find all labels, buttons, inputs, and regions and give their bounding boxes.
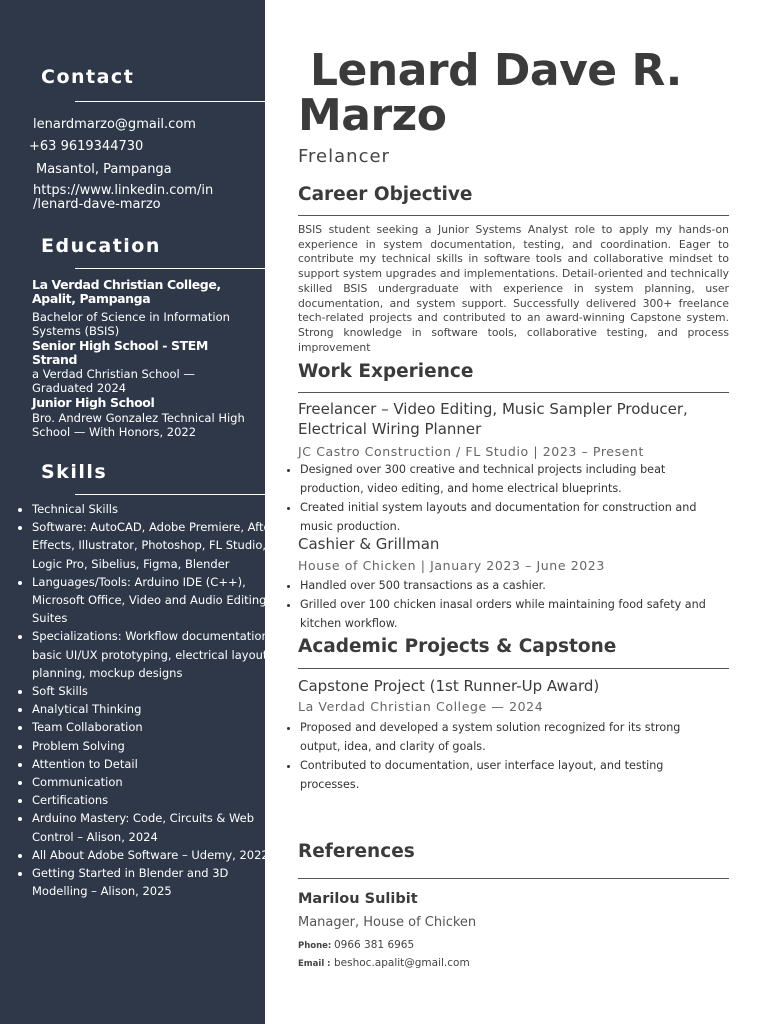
skill-item: • Certifications [32, 791, 277, 809]
objective-text: BSIS student seeking a Junior Systems Analyst role to apply my hands-on experience in system documentation, testing, and coordination. Eager to contribute my technical skills in software tools and collaborative mindset to support system upgrades and implementations. Detail-oriented and technically skilled BSIS undergraduate with experience in system planning, user documentation, and system support. Successfully delivered 300+ freelance tech-related projects and contributed to an award-winning Capstone system. Strong knowledge in software tools, collaborative testing, and process improvement [298, 223, 729, 354]
role-subtitle: Frelancer [298, 146, 390, 167]
job2-bullets [283, 576, 720, 633]
edu-shs-line1: Senior High School - STEM [32, 338, 208, 353]
contact-linkedin-line1[interactable]: https://www.linkedin.com/in [33, 183, 214, 198]
job2-bullet: • Grilled over 100 chicken inasal orders while maintaining food safety and kitchen workflow. [300, 595, 720, 633]
job2-bullet: • Handled over 500 transactions as a cashier. [300, 576, 720, 595]
name-line2: Marzo [298, 90, 447, 141]
skills-heading: Skills [41, 461, 108, 483]
skill-item: • Team Collaboration [32, 718, 277, 736]
edu-college-line2: Apalit, Pampanga [32, 291, 151, 306]
job1-meta: JC Castro Construction / FL Studio | 2023 – Present [298, 444, 645, 459]
edu-jhs-detail: Bro. Andrew Gonzalez Technical High School — With Honors, 2022 [32, 411, 245, 439]
reference-phone: 0966 381 6965 [334, 939, 415, 951]
objective-heading: Career Objective [298, 184, 473, 205]
reference-phone-row [298, 939, 414, 951]
contact-email[interactable]: lenardmarzo@gmail.com [33, 117, 196, 132]
reference-position: Manager, House of Chicken [298, 915, 477, 930]
job2-title: Cashier & Grillman [298, 535, 440, 553]
skill-item: • Communication [32, 773, 277, 791]
main-content [265, 0, 768, 1024]
edu-jhs: Junior High School [32, 395, 155, 410]
name-line1: Lenard Dave R. [310, 45, 682, 96]
project-title: Capstone Project (1st Runner-Up Award) [298, 677, 600, 695]
sidebar [0, 0, 276, 1024]
edu-degree: Bachelor of Science in Information Systems (BSIS) [32, 310, 230, 338]
edu-shs-line2: Strand [32, 352, 78, 367]
skill-item: • All About Adobe Software – Udemy, 2022 [32, 846, 277, 864]
references-heading: References [298, 841, 415, 862]
skill-item: • Specializations: Workflow documentation, basic UI/UX prototyping, electrical layout planning, mockup designs [32, 627, 277, 682]
work-heading: Work Experience [298, 361, 474, 382]
references-divider [298, 878, 729, 879]
page-title [298, 45, 682, 141]
reference-email-row [298, 957, 470, 969]
skill-item: • Soft Skills [32, 682, 277, 700]
skills-list [14, 500, 277, 900]
skill-item: • Problem Solving [32, 737, 277, 755]
skill-item: • Attention to Detail [32, 755, 277, 773]
projects-divider [298, 668, 729, 669]
project-bullet: • Contributed to documentation, user interface layout, and testing processes. [300, 756, 720, 794]
job1-bullet: • Designed over 300 creative and technical projects including beat production, video editing, and home electrical blueprints. [300, 460, 720, 498]
edu-college-line1: La Verdad Christian College, [32, 277, 221, 292]
contact-location: Masantol, Pampanga [36, 162, 172, 177]
skill-item: • Analytical Thinking [32, 700, 277, 718]
work-divider [298, 392, 729, 393]
objective-divider [298, 215, 729, 216]
skill-item: • Arduino Mastery: Code, Circuits & Web Control – Alison, 2024 [32, 809, 277, 845]
job1-bullets [283, 460, 720, 536]
phone-label: Phone: [298, 941, 332, 951]
job2-meta: House of Chicken | January 2023 – June 2023 [298, 558, 605, 573]
projects-heading: Academic Projects & Capstone [298, 636, 617, 657]
education-divider [75, 268, 265, 269]
contact-heading: Contact [41, 66, 135, 88]
contact-divider [75, 101, 265, 102]
skill-item: • Getting Started in Blender and 3D Modelling – Alison, 2025 [32, 864, 277, 900]
job1-title: Freelancer – Video Editing, Music Sampler Producer, Electrical Wiring Planner [298, 400, 688, 438]
reference-name: Marilou Sulibit [298, 891, 418, 907]
reference-email[interactable]: beshoc.apalit@gmail.com [334, 957, 470, 969]
skill-item: • Technical Skills [32, 500, 277, 518]
project-meta: La Verdad Christian College — 2024 [298, 699, 544, 714]
edu-shs-detail: a Verdad Christian School — Graduated 2024 [32, 367, 195, 395]
contact-linkedin-line2[interactable]: /lenard-dave-marzo [33, 197, 161, 212]
project-bullet: • Proposed and developed a system solution recognized for its strong output, idea, and clarity of goals. [300, 718, 720, 756]
education-block [32, 278, 254, 439]
skills-divider [75, 494, 265, 495]
skill-item: • Software: AutoCAD, Adobe Premiere, After Effects, Illustrator, Photoshop, FL Studio, Logic Pro, Sibelius, Figma, Blender [32, 518, 277, 573]
job1-bullet: • Created initial system layouts and documentation for construction and music production. [300, 498, 720, 536]
email-label: Email : [298, 959, 331, 969]
education-heading: Education [41, 235, 161, 257]
contact-phone: +63 9619344730 [29, 139, 144, 154]
skill-item: • Languages/Tools: Arduino IDE (C++), Microsoft Office, Video and Audio Editing Suites [32, 573, 277, 628]
project-bullets [283, 718, 720, 794]
